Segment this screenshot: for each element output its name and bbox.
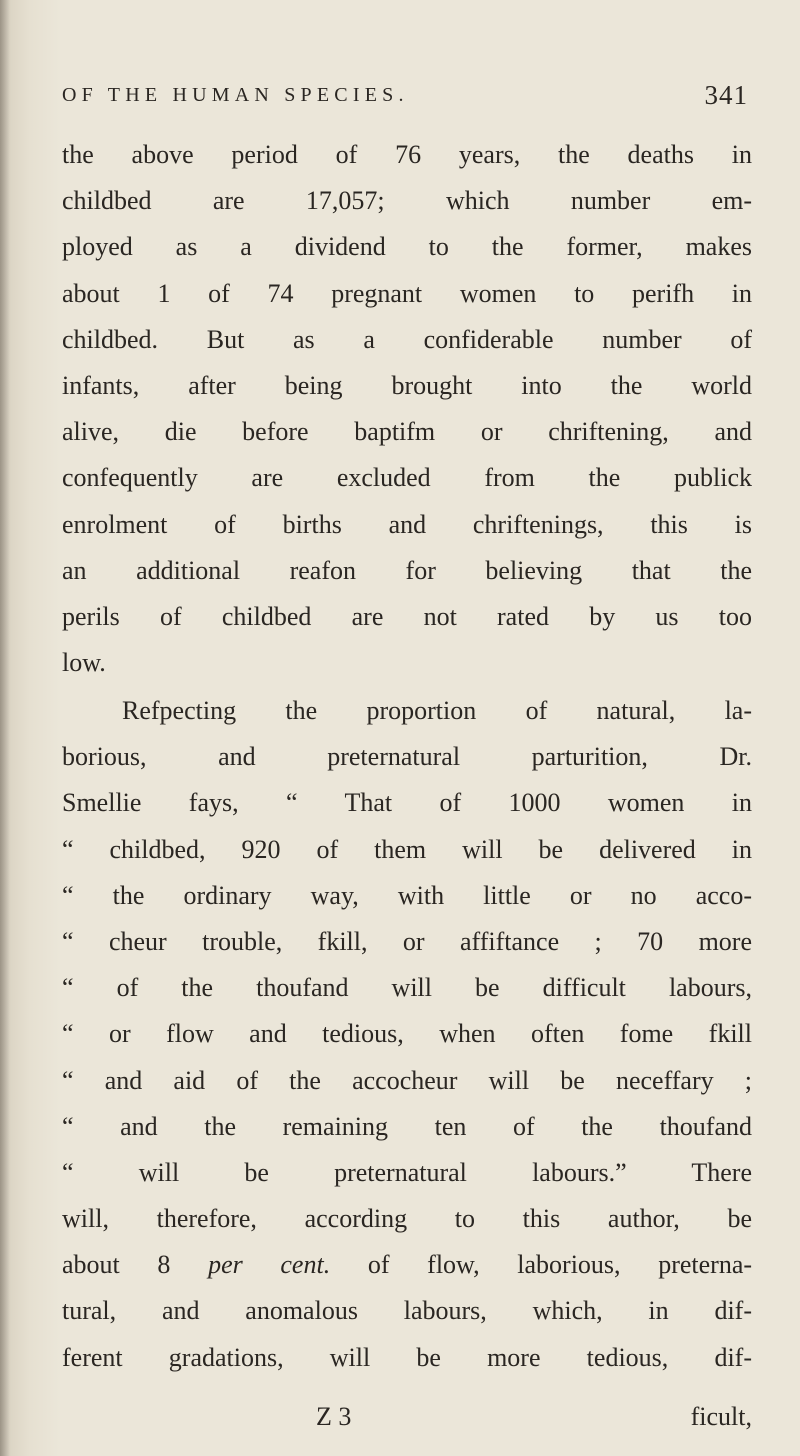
catchword: ficult,: [690, 1402, 752, 1431]
quote-line: “ or flow and tedious, when often fome fkill: [62, 1019, 752, 1049]
page-number: 341: [704, 80, 748, 110]
paragraph-1: [62, 132, 752, 686]
text-line: childbed. But as a confiderable number of: [62, 324, 752, 354]
text-line: an additional reafon for believing that the: [62, 555, 752, 585]
quote-line: “ will be preternatural labours.” There: [62, 1157, 752, 1187]
text-line: will, therefore, according to this author, be: [62, 1204, 752, 1234]
text-line: perils of childbed are not rated by us too: [62, 601, 752, 631]
text-line: ployed as a dividend to the former, makes: [62, 232, 752, 262]
text-line: the above period of 76 years, the deaths in: [62, 140, 752, 169]
text-line: alive, die before baptifm or chriftening, and: [62, 417, 752, 447]
text-line: low.: [62, 648, 106, 678]
italic-phrase: per cent.: [208, 1250, 331, 1280]
text-line: tural, and anomalous labours, which, in dif-: [62, 1296, 752, 1326]
text-line: ferent gradations, will be more tedious, dif-: [62, 1342, 752, 1372]
page-footer: [62, 1402, 752, 1448]
paragraph-2: [62, 688, 752, 1381]
text-line: infants, after being brought into the world: [62, 370, 752, 400]
text-line: enrolment of births and chriftenings, this is: [62, 509, 752, 539]
quote-line: “ and the remaining ten of the thoufand: [62, 1111, 752, 1141]
quote-line: “ cheur trouble, fkill, or affiftance ; 70 more: [62, 926, 752, 956]
quote-line: “ the ordinary way, with little or no acco-: [62, 880, 752, 910]
text-line: borious, and preternatural parturition, Dr.: [62, 742, 752, 772]
text-line: Smellie fays, “ That of 1000 women in: [62, 788, 752, 818]
text-line-with-italic: [62, 1242, 752, 1288]
quote-line: “ and aid of the accocheur will be neceffary ;: [62, 1065, 752, 1095]
quote-line: “ childbed, 920 of them will be delivered in: [62, 834, 752, 864]
gutter-shadow: [0, 0, 10, 1456]
text-line: confequently are excluded from the publick: [62, 463, 752, 493]
signature-mark: Z 3: [316, 1402, 352, 1431]
text-segment: about 8: [62, 1250, 209, 1280]
text-line: Refpecting the proportion of natural, la-: [122, 696, 752, 725]
running-head: [62, 80, 752, 124]
text-line: childbed are 17,057; which number em-: [62, 186, 752, 216]
text-segment: of flow, laborious, preterna-: [330, 1250, 753, 1280]
running-title: OF THE HUMAN SPECIES.: [62, 84, 409, 106]
quote-line: “ of the thoufand will be difficult labours,: [62, 973, 752, 1003]
text-line: about 1 of 74 pregnant women to perifh in: [62, 278, 752, 308]
